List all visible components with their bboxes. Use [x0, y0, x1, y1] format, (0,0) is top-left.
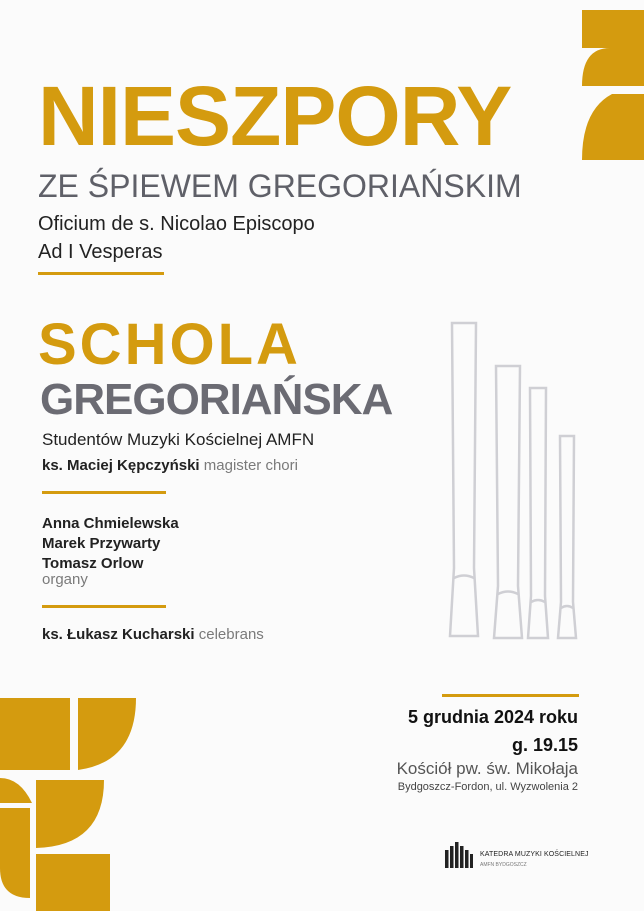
organists-role: organy [42, 571, 88, 588]
organists-list [42, 514, 179, 574]
divider [42, 605, 166, 608]
choir-name-line-2: GREGORIAŃSKA [40, 375, 393, 424]
organist-name: Marek Przywarty [42, 535, 161, 552]
corner-shape-top-right [582, 10, 644, 160]
choir-name-line-1: SCHOLA [38, 312, 301, 377]
celebrant-name: ks. Łukasz Kucharski [42, 626, 195, 643]
organist-name: Anna Chmielewska [42, 515, 179, 532]
event-title: NIESZPORY [38, 69, 512, 163]
event-address: Bydgoszcz-Fordon, ul. Wyzwolenia 2 [397, 781, 578, 793]
director-name: ks. Maciej Kępczyński [42, 457, 200, 474]
organ-pipes-illustration [440, 318, 590, 648]
organist-name: Tomasz Orlow [42, 555, 144, 572]
director [42, 457, 298, 474]
office-line-2: Ad I Vesperas [38, 241, 163, 263]
celebrant-role: celebrans [198, 626, 264, 643]
divider [442, 694, 579, 697]
event-date: 5 grudnia 2024 roku [407, 707, 578, 727]
event-time: g. 19.15 [511, 735, 578, 755]
divider [38, 272, 164, 275]
director-role: magister chori [203, 457, 298, 474]
logo-text: KATEDRA MUZYKI KOŚCIELNEJ [480, 851, 589, 858]
celebrant [42, 626, 264, 643]
divider [42, 491, 166, 494]
event-venue: Kościół pw. św. Mikołaja [396, 759, 578, 778]
logo-subtext: AMFN BYDGOSZCZ [480, 862, 527, 868]
logo-organ-icon [444, 842, 474, 868]
choir-students: Studentów Muzyki Kościelnej AMFN [42, 430, 315, 449]
corner-shape-bottom-left [0, 698, 140, 911]
office-line-1: Oficium de s. Nicolao Episcopo [38, 213, 315, 235]
event-subtitle: ZE ŚPIEWEM GREGORIAŃSKIM [38, 168, 522, 204]
